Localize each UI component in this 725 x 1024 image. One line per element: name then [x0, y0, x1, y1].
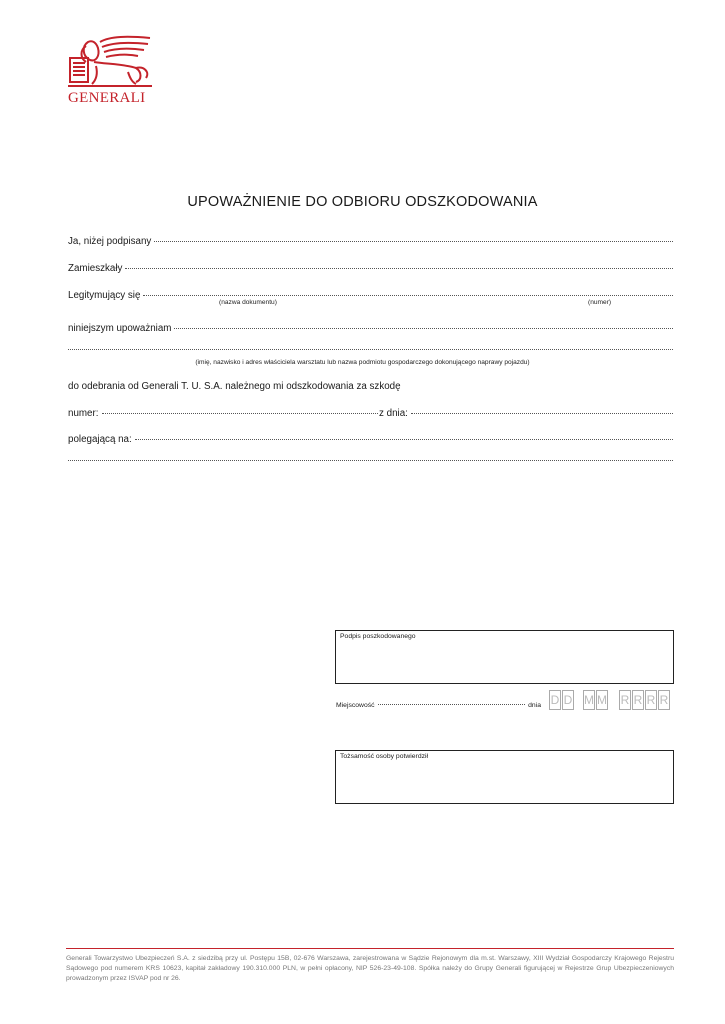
- authorize-continuation-field[interactable]: [68, 348, 673, 350]
- claim-number-field[interactable]: [102, 412, 379, 414]
- residence-label: Zamieszkały: [68, 263, 123, 274]
- footer-divider: [66, 948, 674, 949]
- collect-text: do odebrania od Generali T. U. S.A. należnego mi odszkodowania za szkodę: [68, 381, 401, 392]
- authorize-row: [68, 323, 673, 334]
- authorize-continuation-row: [68, 350, 673, 352]
- insured-signature-box[interactable]: [335, 630, 674, 684]
- page-title: UPOWAŻNIENIE DO ODBIORU ODSZKODOWANIA: [187, 194, 538, 210]
- identified-row: [68, 290, 673, 301]
- date-month-digit[interactable]: M: [583, 690, 595, 710]
- date-year-digit[interactable]: R: [658, 690, 670, 710]
- residence-row: [68, 263, 673, 274]
- authorize-field[interactable]: [174, 327, 673, 329]
- authorize-label: niniejszym upoważniam: [68, 323, 172, 334]
- consisting-continuation-field[interactable]: [68, 459, 673, 461]
- claim-date-label: z dnia:: [379, 408, 408, 419]
- claim-number-label: numer:: [68, 408, 99, 419]
- place-label: Miejscowość: [336, 702, 375, 709]
- date-month-digit[interactable]: M: [596, 690, 608, 710]
- winged-lion-icon: [66, 32, 158, 90]
- number-hint: (numer): [588, 299, 612, 306]
- date-day-digit[interactable]: D: [562, 690, 574, 710]
- footer-legal-text: Generali Towarzystwo Ubezpieczeń S.A. z siedzibą przy ul. Postępu 15B, 02-676 Warszawa, zarejestrowana w Sądzie Rejonowym dla m.st. Warszawy, XIII Wydział Gospodarczy Krajowego Rejestru Sądowego pod numerem KRS 10623, kapitał zakładowy 190.310.000 PLN, w pełni opłacony, NIP 526-23-49-108. Spółka należy do Grupy Generali figurującej w Rejestrze Grup Ubezpieczeniowych prowadzonym przez ISVAP pod nr 26.: [66, 955, 674, 982]
- authorize-hint: (imię, nazwisko i adres właściciela warsztatu lub nazwa podmiotu gospodarczego dokonującego naprawy pojazdu): [195, 359, 530, 366]
- date-year-digit[interactable]: R: [632, 690, 644, 710]
- date-label: dnia: [528, 702, 541, 709]
- place-field[interactable]: [378, 703, 526, 705]
- identity-confirmation-box[interactable]: [335, 750, 674, 804]
- date-day-digit[interactable]: D: [549, 690, 561, 710]
- consisting-label: polegającą na:: [68, 434, 132, 445]
- insured-signature-label: Podpis poszkodowanego: [340, 633, 416, 640]
- generali-logo: [66, 32, 158, 108]
- residence-field[interactable]: [125, 267, 673, 269]
- signed-label: Ja, niżej podpisany: [68, 236, 152, 247]
- identified-label: Legitymujący się: [68, 290, 141, 301]
- brand-name: GENERALI: [68, 90, 146, 106]
- collect-row: [68, 381, 673, 392]
- consisting-field[interactable]: [135, 438, 673, 440]
- doc-name-hint: (nazwa dokumentu): [219, 299, 277, 306]
- identified-field[interactable]: [143, 294, 673, 296]
- claim-date-row: [379, 408, 673, 419]
- consisting-continuation-row: [68, 461, 673, 463]
- signed-row: [68, 236, 673, 247]
- date-year-digit[interactable]: R: [645, 690, 657, 710]
- place-row: [336, 702, 544, 709]
- claim-date-field[interactable]: [411, 412, 673, 414]
- identity-confirmation-label: Tożsamość osoby potwierdził: [340, 753, 429, 760]
- date-year-digit[interactable]: R: [619, 690, 631, 710]
- claim-number-row: [68, 408, 378, 419]
- consisting-row: [68, 434, 673, 445]
- signed-field[interactable]: [154, 240, 673, 242]
